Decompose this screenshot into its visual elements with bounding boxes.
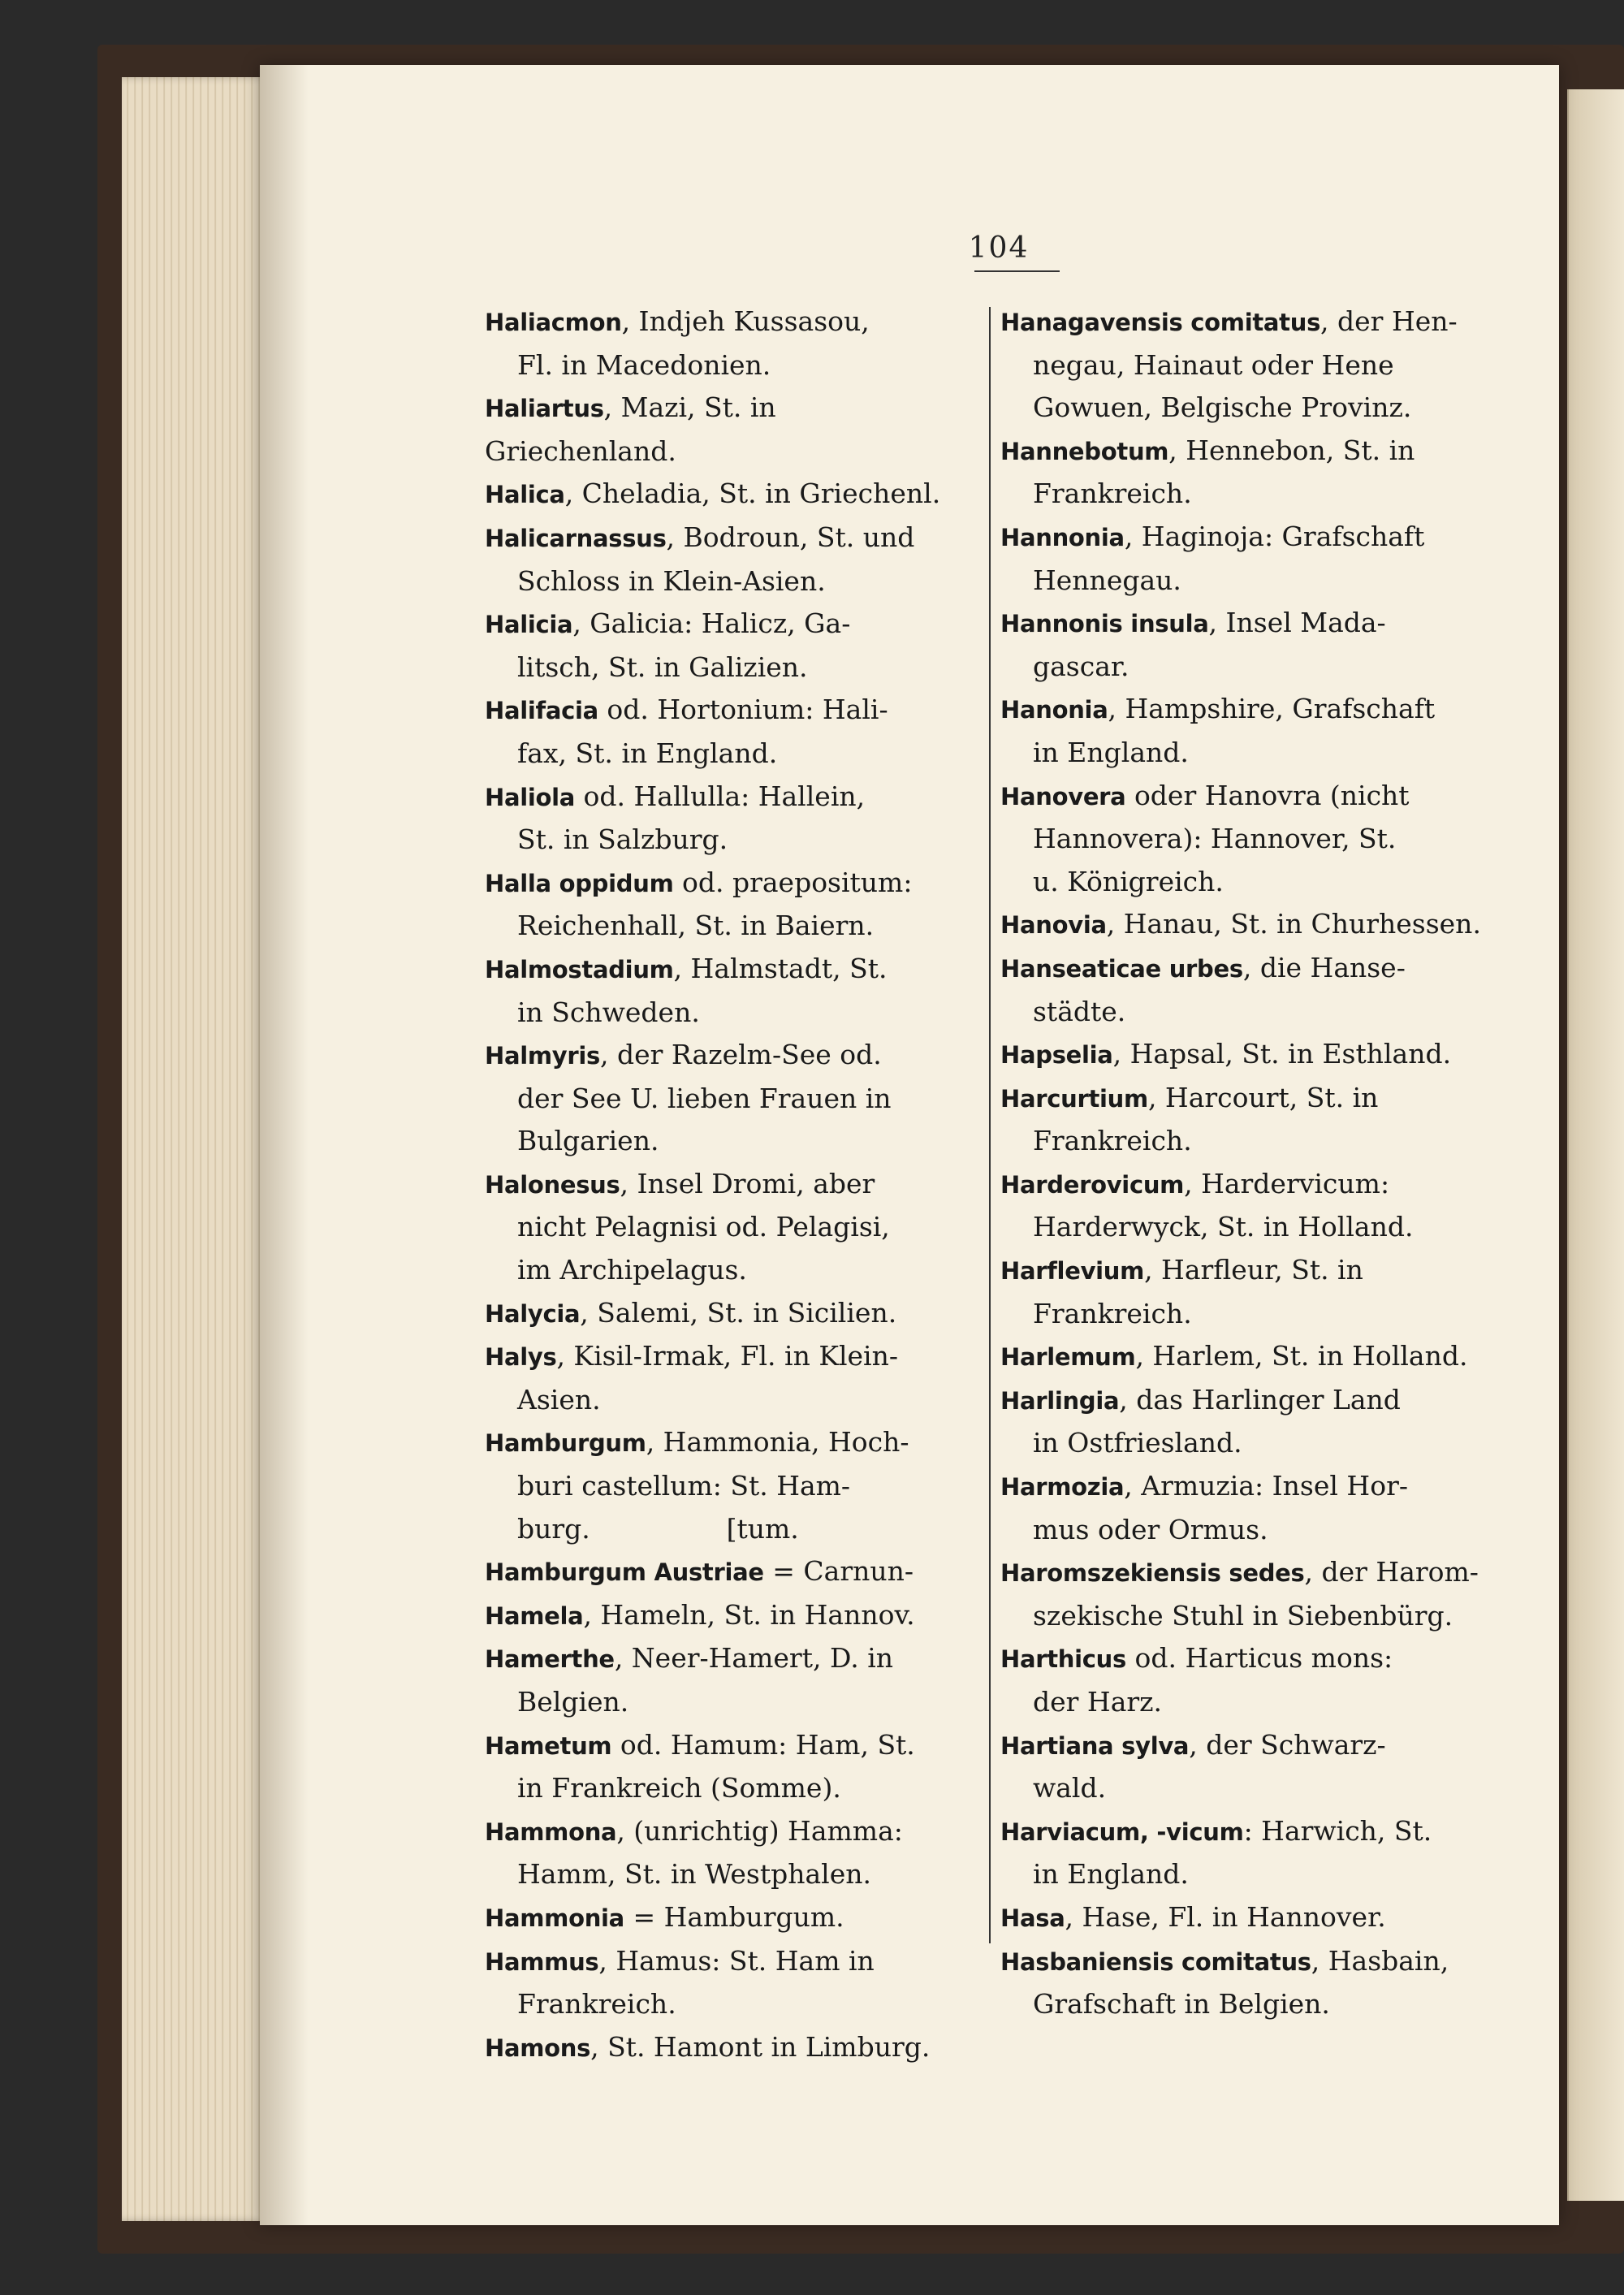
- entry-headword: Hannebotum: [1000, 437, 1169, 465]
- entry-first-line: [485, 1340, 898, 1372]
- entry-first-line: [485, 1039, 882, 1070]
- entry-text: od. Hamum: Ham, St.: [611, 1728, 915, 1761]
- entry-continuation: in Ostfriesland.: [1033, 1427, 1242, 1459]
- entry-text: , Kisil-Irmak, Fl. in Klein-: [556, 1340, 899, 1372]
- dictionary-entry: [485, 387, 972, 473]
- dictionary-entry: [485, 603, 972, 689]
- entry-first-line: [1000, 1168, 1389, 1199]
- entry-continuation: Hannovera): Hannover, St.: [1033, 823, 1397, 855]
- entry-headword: Halla oppidum: [485, 869, 674, 897]
- dictionary-entry: [485, 948, 972, 1034]
- entry-text: , der Hen-: [1320, 305, 1458, 337]
- entry-headword: Hasbaniensis comitatus: [1000, 1947, 1311, 1976]
- entry-text: , das Harlinger Land: [1119, 1383, 1401, 1415]
- entry-headword: Harcurtium: [1000, 1084, 1148, 1113]
- dictionary-entry: [485, 689, 972, 775]
- entry-text: , Hapsal, St. in Esthland.: [1112, 1038, 1452, 1070]
- dictionary-entry: [1000, 516, 1496, 602]
- entry-text: , Hamus: St. Ham in: [598, 1944, 875, 1977]
- entry-first-line: [485, 1901, 844, 1933]
- entry-text: , Hanau, St. in Churhessen.: [1106, 908, 1481, 940]
- entry-headword: Hartiana sylva: [1000, 1731, 1190, 1760]
- entry-headword: Hammus: [485, 1947, 599, 1976]
- entry-text: = Hamburgum.: [624, 1900, 844, 1933]
- entry-continuation: Grafschaft in Belgien.: [1033, 1988, 1330, 2021]
- entry-first-line: [485, 521, 914, 553]
- entry-headword: Hammonia: [485, 1904, 624, 1932]
- entry-headword: Halicia: [485, 611, 573, 639]
- entry-first-line: [1000, 1340, 1467, 1372]
- entry-text: , Galicia: Halicz, Ga-: [572, 607, 851, 640]
- entry-text: , (unrichtig) Hamma:: [616, 1814, 903, 1847]
- entry-continuation: Frankreich.: [517, 1988, 676, 2021]
- entry-continuation: Asien.: [517, 1383, 601, 1415]
- entry-headword: Halmostadium: [485, 955, 674, 983]
- entry-headword: Harmozia: [1000, 1473, 1125, 1502]
- entry-first-line: [485, 2031, 930, 2063]
- dictionary-entry: [485, 300, 972, 387]
- entry-headword: Hamons: [485, 2034, 591, 2062]
- entry-headword: Halys: [485, 1343, 557, 1372]
- entry-text: , Neer-Hamert, D. in: [614, 1642, 894, 1675]
- entry-text: od. Harticus mons:: [1126, 1642, 1393, 1675]
- dictionary-entry: [485, 1421, 972, 1550]
- entry-first-line: [485, 1815, 903, 1847]
- entry-headword: Halycia: [485, 1299, 581, 1328]
- entry-text: , Mazi, St. in Griechenland.: [485, 391, 776, 467]
- entry-first-line: [1000, 952, 1406, 983]
- entry-headword: Hanseaticae urbes: [1000, 954, 1243, 983]
- entry-first-line: [485, 391, 776, 467]
- entry-text: od. Hortonium: Hali-: [598, 694, 888, 726]
- entry-first-line: [1000, 1815, 1432, 1847]
- page-edges: [122, 77, 268, 2221]
- entry-headword: Hanovera: [1000, 782, 1126, 810]
- entry-continuation: u. Königreich.: [1033, 865, 1224, 897]
- dictionary-entry: [485, 1292, 972, 1336]
- dictionary-entry: [485, 1034, 972, 1163]
- entry-headword: Hamburgum: [485, 1429, 646, 1458]
- entry-continuation: in Frankreich (Somme).: [517, 1772, 841, 1804]
- entry-headword: Haliola: [485, 783, 576, 811]
- entry-first-line: [1000, 1038, 1451, 1070]
- entry-continuation: mus oder Ormus.: [1033, 1513, 1268, 1545]
- entry-text: , St. Hamont in Limburg.: [590, 2030, 931, 2063]
- dictionary-entry: [485, 2026, 972, 2070]
- entry-first-line: [1000, 1945, 1449, 1977]
- entry-first-line: [1000, 1384, 1401, 1415]
- entry-headword: Hapselia: [1000, 1041, 1113, 1070]
- entry-first-line: [1000, 305, 1458, 337]
- dictionary-entry: [485, 776, 972, 862]
- entry-first-line: [485, 607, 850, 639]
- entry-text: , der Razelm-See od.: [600, 1039, 882, 1071]
- dictionary-entry: [485, 1637, 972, 1723]
- dictionary-entry: [1000, 430, 1496, 516]
- dictionary-entry: [485, 1940, 972, 2026]
- page-number-rule: [974, 270, 1060, 272]
- entry-text: , Armuzia: Insel Hor-: [1124, 1470, 1409, 1502]
- entry-headword: Haliacmon: [485, 309, 622, 336]
- dictionary-entry: [1000, 903, 1496, 947]
- entry-headword: Hannonis insula: [1000, 610, 1209, 638]
- entry-continuation: negau, Hainaut oder Hene: [1033, 348, 1394, 381]
- dictionary-entry: [1000, 300, 1496, 430]
- entry-first-line: [485, 1168, 875, 1199]
- entry-continuation: Bulgarien.: [517, 1125, 659, 1157]
- entry-headword: Hamerthe: [485, 1645, 615, 1674]
- entry-continuation: Frankreich.: [1033, 1297, 1192, 1329]
- entry-first-line: [485, 694, 888, 725]
- entry-first-line: [1000, 1082, 1378, 1113]
- dictionary-entry: [485, 1896, 972, 1940]
- entry-headword: Halica: [485, 481, 565, 509]
- dictionary-entry: [1000, 602, 1496, 688]
- entry-continuation: der See U. lieben Frauen in: [517, 1082, 892, 1114]
- dictionary-entry: [1000, 1335, 1496, 1379]
- entry-first-line: [1000, 908, 1481, 940]
- entry-text: = Carnun-: [763, 1555, 914, 1588]
- entry-headword: Harflevium: [1000, 1257, 1145, 1286]
- entry-headword: Harderovicum: [1000, 1170, 1185, 1199]
- entry-first-line: [485, 478, 940, 509]
- entry-continuation: litsch, St. in Galizien.: [517, 650, 808, 683]
- entry-text: oder Hanovra (nicht: [1125, 779, 1410, 811]
- entry-continuation: Gowuen, Belgische Provinz.: [1033, 391, 1412, 424]
- entry-headword: Hannonia: [1000, 523, 1125, 551]
- entry-continuation: nicht Pelagnisi od. Pelagisi,: [517, 1211, 890, 1243]
- entry-continuation: im Archipelagus.: [517, 1254, 747, 1286]
- gutter-shadow: [260, 65, 309, 2225]
- entry-first-line: [1000, 1556, 1479, 1588]
- dictionary-entry: [1000, 1379, 1496, 1465]
- entry-continuation: gascar.: [1033, 650, 1129, 682]
- dictionary-entry: [485, 1335, 972, 1421]
- entry-headword: Hametum: [485, 1731, 612, 1760]
- entry-first-line: [485, 1297, 896, 1329]
- right-column: [1000, 300, 1496, 2026]
- dictionary-entry: [485, 1810, 972, 1896]
- entry-first-line: [485, 1555, 914, 1587]
- entry-first-line: [1000, 1901, 1386, 1933]
- entry-headword: Halicarnassus: [485, 524, 667, 552]
- entry-continuation: Hamm, St. in Westphalen.: [517, 1858, 871, 1891]
- entry-first-line: [1000, 1729, 1386, 1761]
- entry-text: , Hameln, St. in Hannov.: [583, 1598, 915, 1631]
- entry-text: , der Schwarz-: [1189, 1728, 1386, 1761]
- entry-continuation: Harderwyck, St. in Holland.: [1033, 1211, 1414, 1243]
- dictionary-entry: [1000, 1896, 1496, 1940]
- entry-headword: Hamburgum Austriae: [485, 1558, 764, 1587]
- entry-headword: Haliartus: [485, 395, 604, 423]
- entry-text: : Harwich, St.: [1243, 1814, 1432, 1847]
- entry-first-line: [485, 305, 870, 337]
- entry-headword: Harviacum, -vicum: [1000, 1817, 1244, 1846]
- entry-text: , Haginoja: Grafschaft: [1124, 520, 1425, 552]
- entry-continuation: Reichenhall, St. in Baiern.: [517, 910, 875, 942]
- entry-headword: Halifacia: [485, 697, 598, 725]
- entry-first-line: [485, 1426, 909, 1458]
- entry-text: , Cheladia, St. in Griechenl.: [564, 478, 941, 510]
- entry-first-line: [485, 1729, 915, 1761]
- entry-headword: Haromszekiensis sedes: [1000, 1559, 1305, 1588]
- entry-headword: Hasa: [1000, 1904, 1065, 1932]
- entry-first-line: [1000, 1470, 1408, 1502]
- entry-first-line: [485, 780, 865, 812]
- entry-first-line: [1000, 693, 1435, 724]
- entry-headword: Hammona: [485, 1817, 617, 1846]
- entry-text: , Hampshire, Grafschaft: [1108, 693, 1436, 725]
- entry-text: , Hennebon, St. in: [1168, 434, 1415, 466]
- dictionary-entry: [485, 473, 972, 516]
- dictionary-entry: [485, 1594, 972, 1638]
- entry-continuation: städte.: [1033, 995, 1126, 1027]
- entry-text: , Harfleur, St. in: [1144, 1254, 1363, 1286]
- dictionary-entry: [1000, 775, 1496, 904]
- entry-first-line: [485, 867, 912, 898]
- entry-continuation: Schloss in Klein-Asien.: [517, 564, 826, 597]
- entry-continuation: in England.: [1033, 736, 1189, 768]
- entry-first-line: [485, 1945, 875, 1977]
- dictionary-entry: [1000, 1810, 1496, 1896]
- entry-text: , Indjeh Kussasou,: [621, 305, 870, 337]
- entry-first-line: [485, 1599, 915, 1631]
- entry-headword: Halmyris: [485, 1042, 601, 1070]
- entry-text: od. Hallulla: Hallein,: [575, 780, 866, 812]
- entry-text: , Hase, Fl. in Hannover.: [1065, 1900, 1386, 1933]
- entry-first-line: [1000, 1642, 1393, 1674]
- dictionary-entry: [1000, 1163, 1496, 1249]
- entry-text: , Harcourt, St. in: [1147, 1081, 1379, 1113]
- dictionary-entry: [1000, 1637, 1496, 1723]
- entry-continuation: der Harz.: [1033, 1686, 1163, 1718]
- entry-first-line: [1000, 521, 1424, 552]
- entry-text: , Hammonia, Hoch-: [646, 1426, 909, 1459]
- entry-continuation: St. in Salzburg.: [517, 823, 728, 856]
- dictionary-entry: [485, 1163, 972, 1292]
- facing-page-edge: [1567, 89, 1624, 2201]
- dictionary-entry: [1000, 1465, 1496, 1551]
- entry-continuation: in Schweden.: [517, 996, 700, 1028]
- entry-first-line: [485, 953, 887, 984]
- entry-first-line: [1000, 434, 1415, 466]
- dictionary-entry: [485, 1550, 972, 1594]
- entry-text: , Hasbain,: [1311, 1944, 1449, 1977]
- entry-text: , Bodroun, St. und: [666, 521, 915, 553]
- entry-continuation: Frankreich.: [1033, 1125, 1192, 1157]
- entry-headword: Hanonia: [1000, 696, 1108, 724]
- entry-text: , Halmstadt, St.: [673, 952, 888, 984]
- dictionary-entry: [485, 516, 972, 603]
- dictionary-entry: [485, 862, 972, 948]
- entry-continuation: szekische Stuhl in Siebenbürg.: [1033, 1599, 1453, 1632]
- entry-continuation: wald.: [1033, 1772, 1107, 1804]
- entry-text: , Harlem, St. in Holland.: [1135, 1340, 1468, 1372]
- entry-continuation: Fl. in Macedonien.: [517, 348, 771, 381]
- entry-headword: Hanagavensis comitatus: [1000, 309, 1321, 336]
- dictionary-entry: [1000, 1033, 1496, 1077]
- entry-headword: Hamela: [485, 1601, 584, 1630]
- entry-text: , Insel Dromi, aber: [620, 1167, 875, 1199]
- entry-text: , die Hanse-: [1242, 951, 1406, 983]
- entry-headword: Halonesus: [485, 1170, 620, 1199]
- entry-headword: Hanovia: [1000, 911, 1107, 940]
- dictionary-entry: [1000, 688, 1496, 774]
- entry-first-line: [1000, 607, 1386, 638]
- entry-first-line: [1000, 1254, 1363, 1286]
- left-column: [485, 300, 972, 2069]
- dictionary-entry: [1000, 1077, 1496, 1163]
- page-number: 104: [968, 231, 1030, 265]
- entry-continuation: fax, St. in England.: [517, 737, 778, 769]
- entry-continuation: in England.: [1033, 1858, 1189, 1891]
- entry-continuation: buri castellum: St. Ham-: [517, 1470, 851, 1502]
- entry-text: , Salemi, St. in Sicilien.: [580, 1296, 897, 1329]
- entry-first-line: [485, 1642, 893, 1674]
- entry-headword: Harthicus: [1000, 1645, 1126, 1674]
- entry-text: , Insel Mada-: [1208, 607, 1386, 639]
- dictionary-entry: [1000, 1249, 1496, 1335]
- entry-continuation: Belgien.: [517, 1686, 629, 1718]
- dictionary-entry: [1000, 1940, 1496, 2026]
- dictionary-entry: [1000, 1551, 1496, 1637]
- entry-continuation: Frankreich.: [1033, 478, 1192, 510]
- entry-continuation: burg. [tum.: [517, 1512, 799, 1545]
- entry-continuation: Hennegau.: [1033, 564, 1181, 596]
- dictionary-entry: [1000, 947, 1496, 1033]
- entry-headword: Harlemum: [1000, 1343, 1136, 1372]
- entry-text: , der Harom-: [1304, 1556, 1479, 1588]
- entry-headword: Harlingia: [1000, 1386, 1120, 1415]
- entry-text: , Hardervicum:: [1184, 1167, 1390, 1199]
- entry-first-line: [1000, 780, 1410, 811]
- column-divider: [989, 307, 991, 1943]
- dictionary-entry: [485, 1724, 972, 1810]
- dictionary-entry: [1000, 1724, 1496, 1810]
- entry-text: od. praepositum:: [673, 866, 913, 898]
